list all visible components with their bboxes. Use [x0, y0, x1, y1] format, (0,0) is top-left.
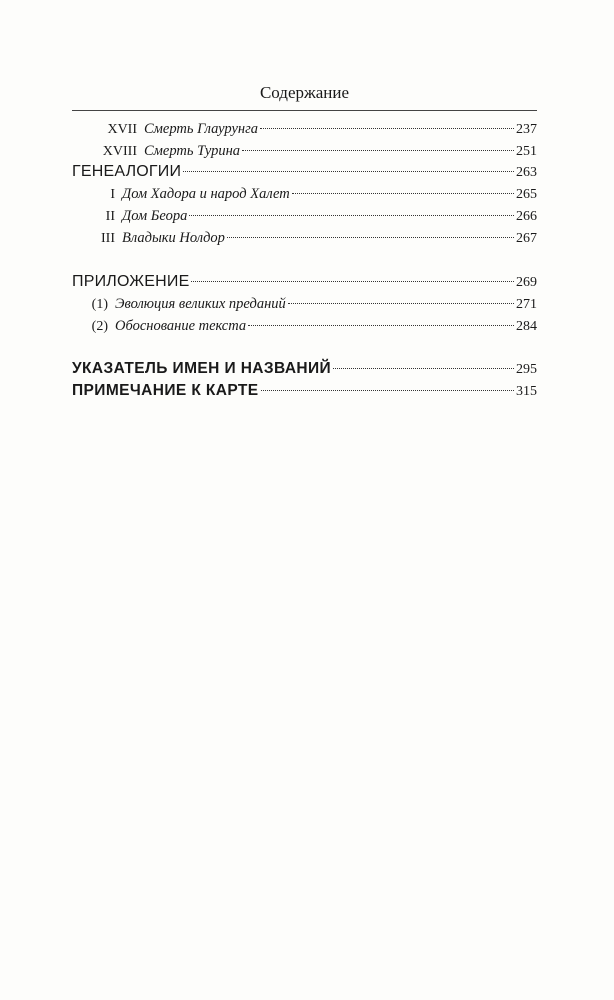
toc-entry-genealogy-iii[interactable]: [72, 228, 537, 248]
toc-entry-page: 315: [516, 384, 537, 399]
toc-entry-number: III: [101, 231, 115, 246]
leader-dots: [191, 280, 514, 282]
toc-entry-title: Обоснование текста: [115, 318, 247, 334]
toc-entry-number: XVIII: [102, 144, 137, 159]
toc-entry-page: 265: [516, 187, 537, 202]
leader-dots: [248, 324, 514, 326]
toc-entry-page: 267: [516, 231, 537, 246]
toc-entry-number: II: [105, 209, 115, 224]
toc-entry-title: Дом Беора: [122, 208, 188, 224]
toc-entry-page: 295: [516, 362, 537, 377]
toc-entry-page: 263: [516, 165, 537, 180]
toc-entry-page: 237: [516, 122, 537, 137]
leader-dots: [242, 149, 514, 151]
leader-dots: [292, 192, 514, 194]
leader-dots: [189, 214, 514, 216]
toc-entry-title: Эволюция великих преданий: [115, 296, 286, 312]
toc-entry-page: 269: [516, 275, 537, 290]
toc-entry-appendix-1[interactable]: [72, 294, 537, 314]
toc-entry-map-note[interactable]: [72, 381, 537, 401]
toc-section-title: ГЕНЕАЛОГИИ: [72, 163, 182, 180]
toc-entry-appendix[interactable]: [72, 272, 537, 292]
toc-entry-genealogy-i[interactable]: [72, 184, 537, 204]
leader-dots: [227, 236, 514, 238]
toc-entry-title: Смерть Глаурунга: [144, 121, 258, 137]
toc-entry-page: 251: [516, 144, 537, 159]
toc-entry-genealogy-ii[interactable]: [72, 206, 537, 226]
toc-entry-number: (1): [91, 297, 108, 312]
leader-dots: [288, 302, 514, 304]
leader-dots: [333, 367, 514, 369]
toc-entry-title: Дом Хадора и народ Халет: [122, 186, 290, 202]
leader-dots: [261, 389, 515, 391]
toc-entry-appendix-2[interactable]: [72, 316, 537, 336]
toc-section-title: УКАЗАТЕЛЬ ИМЕН И НАЗВАНИЙ: [72, 360, 332, 377]
leader-dots: [260, 127, 514, 129]
toc-section-title: ПРИЛОЖЕНИЕ: [72, 273, 190, 290]
toc-entry-page: 266: [516, 209, 537, 224]
toc-entry-title: Владыки Нолдор: [122, 230, 225, 246]
header-rule: [72, 110, 537, 111]
toc-entry-index[interactable]: [72, 359, 537, 379]
toc-entry-chapter-xvii[interactable]: [72, 119, 537, 139]
toc-entry-title: Смерть Турина: [144, 143, 241, 159]
toc-entry-page: 284: [516, 319, 537, 334]
toc-entry-number: I: [110, 187, 115, 202]
toc-entry-page: 271: [516, 297, 537, 312]
toc-entry-chapter-xviii[interactable]: [72, 141, 537, 161]
toc-section-title: ПРИМЕЧАНИЕ К КАРТЕ: [72, 382, 259, 399]
page-title: Содержание: [259, 83, 350, 102]
toc-entry-number: (2): [91, 319, 108, 334]
toc-entry-number: XVII: [107, 122, 137, 137]
leader-dots: [183, 170, 514, 172]
toc-entry-genealogies[interactable]: [72, 162, 537, 182]
